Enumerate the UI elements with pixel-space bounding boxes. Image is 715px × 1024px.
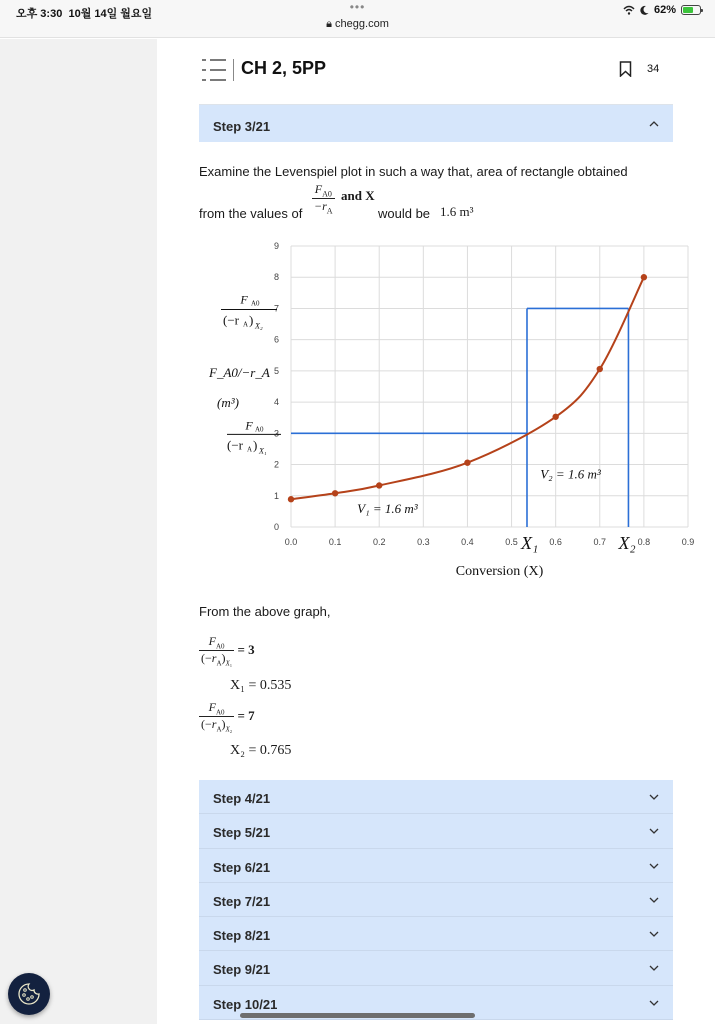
battery-percent: 62%	[653, 4, 676, 16]
step-row[interactable]	[199, 780, 673, 814]
svg-text:6: 6	[273, 334, 279, 345]
svg-text:(−r: (−r	[227, 437, 243, 453]
svg-text:0.2: 0.2	[372, 537, 386, 547]
svg-text:V₁ = 1.6 m³: V₁ = 1.6 m³	[357, 500, 418, 516]
svg-text:): )	[253, 437, 258, 453]
table-of-contents-icon[interactable]	[201, 56, 227, 84]
svg-text:8: 8	[273, 272, 279, 283]
svg-text:0: 0	[273, 522, 279, 532]
battery-icon	[681, 5, 701, 15]
svg-text:0.3: 0.3	[417, 537, 430, 547]
svg-text:(m³): (m³)	[217, 394, 239, 410]
status-bar	[0, 0, 715, 38]
x1-value: X₁ = 0.535	[230, 678, 292, 693]
bookmark-count: 34	[647, 63, 660, 75]
header-divider	[233, 59, 234, 81]
step-intro-line2: from the values of $\frac{F_{A0}}{-r_A}$ and X would be 1.6 m³	[199, 182, 474, 221]
svg-text:X₂: X₂	[618, 533, 636, 553]
svg-text:0.4: 0.4	[461, 537, 474, 547]
svg-text:X₁: X₁	[259, 446, 267, 456]
cookie-settings-button[interactable]	[8, 973, 50, 1015]
svg-text:F_A0/−r_A: F_A0/−r_A	[209, 365, 270, 381]
chevron-down-icon	[649, 963, 659, 973]
step-label: Step 10/21	[213, 996, 278, 1012]
step-row[interactable]	[199, 849, 673, 883]
chevron-up-icon	[649, 119, 659, 129]
svg-text:A: A	[247, 445, 253, 454]
home-indicator[interactable]	[240, 1013, 475, 1018]
svg-text:1: 1	[273, 490, 279, 501]
svg-text:0.6: 0.6	[549, 537, 562, 547]
svg-text:5: 5	[273, 365, 279, 376]
svg-text:9: 9	[273, 241, 279, 251]
levenspiel-chart-svg	[199, 238, 709, 588]
step-label: Step 7/21	[213, 893, 271, 909]
svg-text:Conversion (X): Conversion (X)	[455, 564, 544, 579]
left-panel	[0, 39, 157, 1024]
page-header	[199, 56, 673, 86]
url-text: chegg.com	[335, 18, 389, 30]
status-time: 오후 3:30 10월 14일 월요일	[16, 8, 153, 20]
step-label: Step 9/21	[213, 962, 271, 978]
svg-text:0.8: 0.8	[637, 537, 651, 547]
step-row[interactable]	[199, 917, 673, 951]
x2-value: X₂ = 0.765	[230, 743, 292, 758]
step-row[interactable]	[199, 814, 673, 848]
cookie-icon	[17, 982, 41, 1006]
svg-text:0.0: 0.0	[284, 537, 298, 547]
equation-2: $\frac{F_{A0}}{(-r_A)_{X_2}}$ = 7	[201, 700, 255, 734]
step-label: Step 5/21	[213, 825, 271, 841]
svg-text:(−r: (−r	[223, 312, 239, 328]
svg-text:0.1: 0.1	[328, 537, 342, 547]
url-bar[interactable]	[0, 18, 715, 31]
chevron-down-icon	[649, 826, 659, 836]
chevron-down-icon	[649, 792, 659, 802]
svg-text:4: 4	[273, 397, 279, 408]
collapsed-steps-list	[199, 780, 673, 1020]
svg-text:V₂ = 1.6 m³: V₂ = 1.6 m³	[540, 466, 601, 482]
step-label: Step 4/21	[213, 791, 271, 806]
svg-text:A: A	[243, 320, 249, 329]
levenspiel-plot	[199, 238, 709, 588]
step-3-header[interactable]	[199, 104, 673, 142]
step-row[interactable]	[199, 951, 673, 985]
moon-icon	[640, 5, 649, 15]
svg-text:0.7: 0.7	[593, 537, 607, 547]
svg-text:0.9: 0.9	[681, 537, 695, 547]
chevron-down-icon	[649, 929, 659, 939]
svg-text:2: 2	[273, 459, 279, 470]
svg-text:): )	[249, 312, 254, 328]
from-graph-text: From the above graph,	[199, 604, 331, 619]
lock-icon: 🔒︎	[326, 18, 332, 30]
svg-text:3: 3	[273, 428, 279, 439]
status-right	[623, 4, 701, 16]
wifi-icon	[623, 5, 635, 15]
svg-text:7: 7	[273, 303, 279, 314]
svg-text:0.5: 0.5	[505, 537, 518, 547]
fraction-fa0-ra: $\frac{F_{A0}}{-r_A}$	[314, 182, 333, 216]
chevron-down-icon	[649, 998, 659, 1008]
step-label: Step 6/21	[213, 859, 271, 875]
svg-text:X₂: X₂	[255, 321, 263, 331]
svg-text:X₁: X₁	[520, 533, 539, 553]
chevron-down-icon	[649, 861, 659, 871]
page-title: CH 2, 5PP	[241, 58, 327, 78]
svg-text:F: F	[240, 292, 248, 307]
bookmark-icon[interactable]	[619, 61, 632, 77]
chevron-down-icon	[649, 895, 659, 905]
svg-text:A0: A0	[251, 299, 260, 308]
step-label: Step 8/21	[213, 928, 271, 944]
step-intro-line1: Examine the Levenspiel plot in such a way that, area of rectangle obtained	[199, 164, 628, 179]
step-row[interactable]	[199, 883, 673, 917]
svg-text:A0: A0	[255, 425, 264, 434]
step-label: Step 3/21	[213, 119, 271, 134]
equation-1: $\frac{F_{A0}}{(-r_A)_{X_1}}$ = 3	[201, 634, 255, 668]
browser-more-dots[interactable]: •••	[349, 0, 366, 14]
svg-text:F: F	[245, 418, 253, 433]
